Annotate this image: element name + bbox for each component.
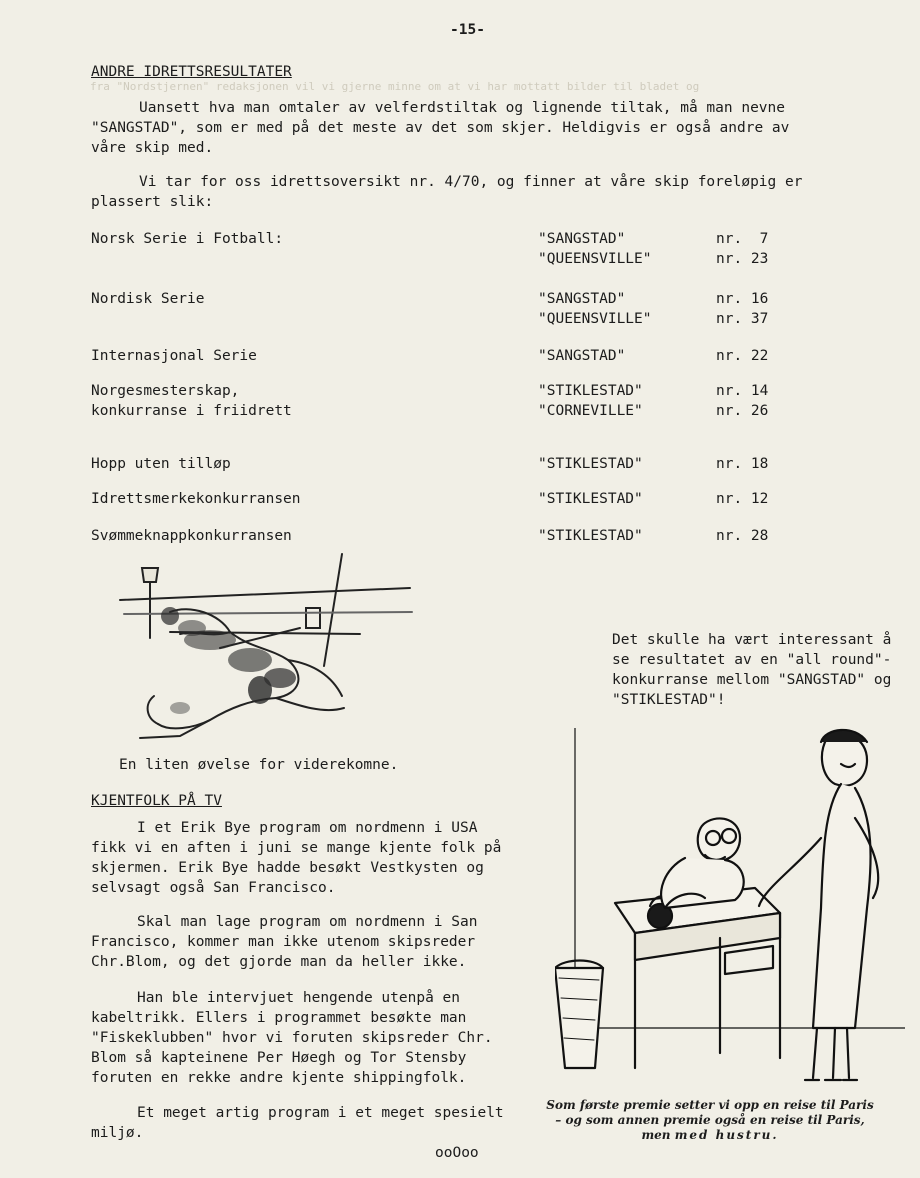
show-through-text: fra "Nordstjernen" redaksjonen vil vi gjerne minne om at vi har mottatt bilder til bladet og xyxy=(90,80,700,93)
result-row xyxy=(91,454,811,494)
tv-paragraph-3: Han ble intervjuet hengende utenpå en kabeltrikk. Ellers i programmet besøkte man "Fiskeklubben" hvor vi foruten skipsreder Chr. Blom så kapteinene Per Høegh og Tor Stensby foruten en rekke andre kjente shippingfolk. xyxy=(91,990,493,1086)
result-row xyxy=(91,289,811,329)
exercise-illustration xyxy=(110,548,440,753)
result-row xyxy=(91,229,811,269)
competition-name: Idrettsmerkekonkurransen xyxy=(91,491,301,507)
competition-name: Norgesmesterskap, konkurranse i friidrett xyxy=(91,383,292,419)
cartoon-caption-line-1: Som første premie setter vi opp en reise til Paris xyxy=(546,1098,874,1112)
ship-name: "STIKLESTAD" xyxy=(538,528,643,544)
illustration-caption: En liten øvelse for viderekomne. xyxy=(119,757,399,773)
cartoon-caption-line-3: men med hustru. xyxy=(641,1128,779,1142)
cartoon-caption xyxy=(525,1098,895,1143)
ship-name: "STIKLESTAD" "CORNEVILLE" xyxy=(538,383,643,419)
page-number: -15- xyxy=(450,22,485,38)
end-mark: ooOoo xyxy=(435,1145,479,1161)
rank: nr. 14 nr. 26 xyxy=(716,383,769,419)
competition-name: Nordisk Serie xyxy=(91,291,205,307)
competition-name: Internasjonal Serie xyxy=(91,348,257,364)
rank: nr. 28 xyxy=(716,528,769,544)
ship-name: "STIKLESTAD" xyxy=(538,456,643,472)
tv-paragraph-1: I et Erik Bye program om nordmenn i USA fikk vi en aften i juni se mange kjente folk på skjermen. Erik Bye hadde besøkt Vestkysten og selvsagt også San Francisco. xyxy=(91,820,502,896)
side-note: Det skulle ha vært interessant å se resultatet av en "all round"-konkurranse mellom "SANGSTAD" og "STIKLESTAD"! xyxy=(612,632,892,708)
section-heading-sports: ANDRE IDRETTSRESULTATER xyxy=(91,64,292,80)
cartoon-illustration xyxy=(555,728,905,1098)
rank: nr. 12 xyxy=(716,491,769,507)
competition-name: Svømmeknappkonkurransen xyxy=(91,528,292,544)
ship-name: "STIKLESTAD" xyxy=(538,491,643,507)
overview-paragraph: Vi tar for oss idrettsoversikt nr. 4/70, og finner at våre skip foreløpig er plassert slik: xyxy=(91,174,803,210)
tv-paragraph-2: Skal man lage program om nordmenn i San Francisco, kommer man ikke utenom skipsreder Chr.Blom, og det gjorde man da heller ikke. xyxy=(91,914,478,970)
rank: nr. 7 nr. 23 xyxy=(716,231,769,267)
ship-name: "SANGSTAD" "QUEENSVILLE" xyxy=(538,291,652,327)
cartoon-caption-line-2: – og som annen premie også en reise til Paris, xyxy=(555,1113,865,1127)
tv-paragraph-4: Et meget artig program i et meget spesielt miljø. xyxy=(91,1105,504,1141)
competition-name: Norsk Serie i Fotball: xyxy=(91,231,284,247)
rank: nr. 18 xyxy=(716,456,769,472)
rank: nr. 16 nr. 37 xyxy=(716,291,769,327)
ship-name: "SANGSTAD" xyxy=(538,348,626,364)
result-row xyxy=(91,346,811,386)
intro-paragraph: Uansett hva man omtaler av velferdstiltak og lignende tiltak, må man nevne "SANGSTAD", som er med på det meste av det som skjer. Heldigvis er også andre av våre skip med. xyxy=(91,100,790,156)
result-row xyxy=(91,489,811,529)
result-row xyxy=(91,381,811,421)
section-heading-tv: KJENTFOLK PÅ TV xyxy=(91,793,222,809)
rank: nr. 22 xyxy=(716,348,769,364)
competition-name: Hopp uten tilløp xyxy=(91,456,231,472)
ship-name: "SANGSTAD" "QUEENSVILLE" xyxy=(538,231,652,267)
